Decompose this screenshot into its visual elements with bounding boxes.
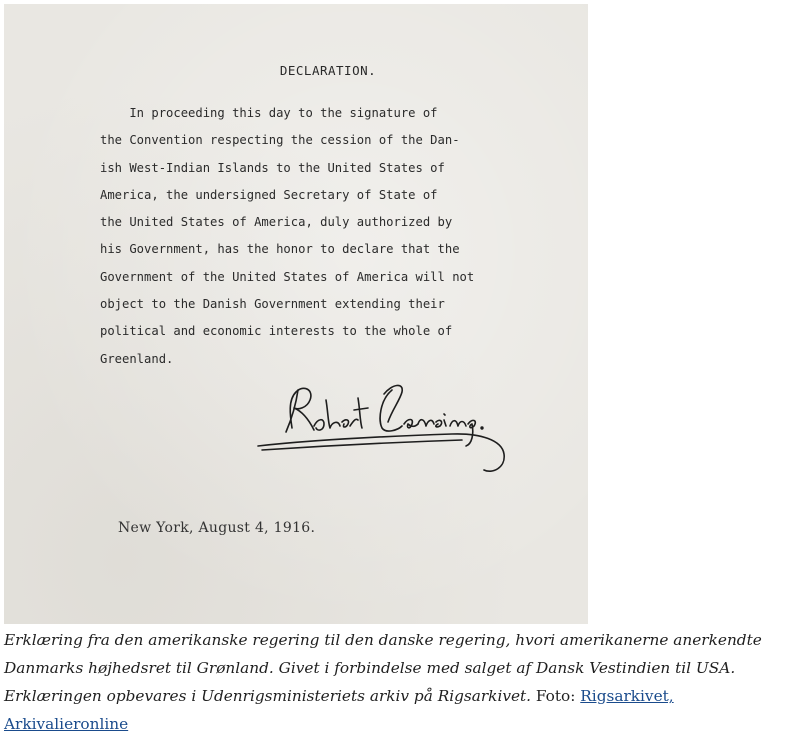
document-line: political and economic interests to the whole of	[100, 324, 453, 339]
document-line: his Government, has the honor to declare that the	[100, 242, 460, 257]
document-photo	[4, 4, 588, 624]
document-line: object to the Danish Government extending their	[100, 297, 445, 312]
signature-handwritten	[252, 370, 512, 480]
document-body	[100, 100, 530, 373]
document-line: In proceeding this day to the signature of	[100, 106, 438, 120]
document-line: America, the undersigned Secretary of State of	[100, 187, 438, 202]
photo-caption	[4, 626, 794, 738]
document-line: the Convention respecting the cession of the Dan-	[100, 133, 460, 148]
document-line: ish West-Indian Islands to the United States of	[100, 160, 445, 175]
document-title: DECLARATION.	[279, 63, 377, 78]
document-line: Government of the United States of America will not	[100, 269, 475, 284]
source-link[interactable]: Rigsarkivet, Arkivalieronline	[4, 687, 674, 733]
document-line: the United States of America, duly authorized by	[100, 215, 453, 230]
caption-credit-prefix: Foto:	[531, 687, 581, 705]
place-date: New York, August 4, 1916.	[118, 520, 316, 536]
caption-text: Erklæring fra den amerikanske regering til den danske regering, hvori amerikanerne anerkendte Danmarks højhedsret til Grønland. Givet i forbindelse med salget af Dansk Vestindien til USA. Erklæringen opbevares i Udenrigsministeriets arkiv på Rigsarkivet.	[4, 631, 762, 705]
document-line: Greenland.	[100, 351, 174, 366]
